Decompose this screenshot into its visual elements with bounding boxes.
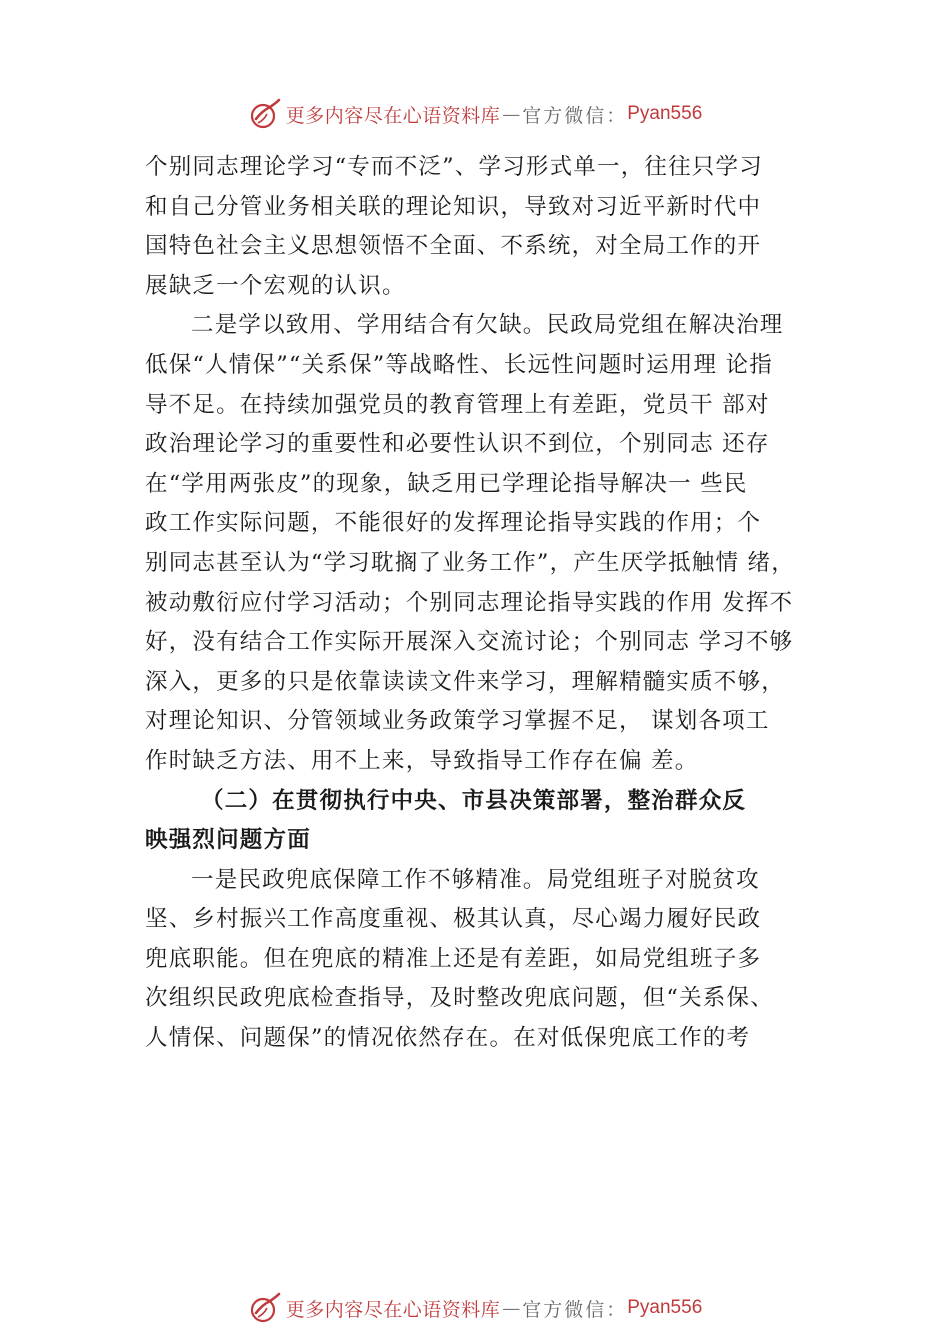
- paragraph-line: 兜底职能。但在兜底的精准上还是有差距，如局党组班子多: [145, 945, 762, 972]
- brush-logo-icon: [248, 1291, 282, 1325]
- paragraph-line: 国特色社会主义思想领悟不全面、不系统，对全局工作的开: [145, 233, 762, 260]
- paragraph-line: 好，没有结合工作实际开展深入交流讨论；个别同志 学习不够: [145, 629, 794, 656]
- paragraph-line: 人情保、问题保”的情况依然存在。在对低保兜底工作的考: [145, 1025, 751, 1052]
- section-heading-continued: 映强烈问题方面: [145, 827, 311, 854]
- paragraph-line: 别同志甚至认为“学习耽搁了业务工作”，产生厌学抵触情 绪，: [145, 549, 795, 576]
- paragraph-line: 坚、乡村振兴工作高度重视、极其认真，尽心竭力履好民政: [145, 906, 762, 933]
- brush-logo-icon: [248, 97, 282, 131]
- paragraph-line: 深入，更多的只是依靠读读文件来学习，理解精髓实质不够，: [145, 668, 785, 695]
- watermark-dash: —: [502, 1297, 521, 1319]
- watermark-wechat-label: 官方微信：: [522, 1298, 628, 1321]
- paragraph-line: 政工作实际问题，不能很好的发挥理论指导实践的作用；个: [145, 510, 762, 537]
- watermark-account-id: Pyan556: [627, 103, 703, 124]
- watermark-library-text: 更多内容尽在心语资料库: [285, 1298, 501, 1321]
- paragraph-line: 作时缺乏方法、用不上来，导致指导工作存在偏 差。: [145, 747, 699, 774]
- paragraph-line: 对理论知识、分管领域业务政策学习掌握不足， 谋划各项工: [145, 708, 770, 735]
- watermark-library-text: 更多内容尽在心语资料库: [285, 104, 501, 127]
- paragraph-line: 展缺乏一个宏观的认识。: [145, 272, 406, 299]
- paragraph-line: 和自己分管业务相关联的理论知识，导致对习近平新时代中: [145, 193, 762, 220]
- paragraph-line: 被动敷衍应付学习活动；个别同志理论指导实践的作用 发挥不: [145, 589, 794, 616]
- paragraph-line: 在“学用两张皮”的现象，缺乏用已学理论指导解决一 些民: [145, 470, 748, 497]
- section-heading: （二）在贯彻执行中央、市县决策部署，整治群众反: [201, 787, 747, 814]
- paragraph-line: 个别同志理论学习“专而不泛”、学习形式单一，往往只学习: [145, 154, 763, 180]
- footer-watermark: [0, 1288, 950, 1328]
- header-watermark: [0, 94, 950, 134]
- paragraph-line: 一是民政兜底保障工作不够精准。局党组班子对脱贫攻: [191, 866, 760, 893]
- paragraph-line: 次组织民政兜底检查指导，及时整改兜底问题，但“关系保、: [145, 985, 774, 1012]
- watermark-dash: —: [502, 103, 521, 125]
- watermark-wechat-label: 官方微信：: [522, 104, 628, 127]
- watermark-account-id: Pyan556: [627, 1297, 703, 1318]
- paragraph-line: 低保“人情保”“关系保”等战略性、长远性问题时运用理 论指: [145, 351, 773, 378]
- paragraph-line: 政治理论学习的重要性和必要性认识不到位，个别同志 还存: [145, 431, 770, 458]
- paragraph-line: 导不足。在持续加强党员的教育管理上有差距，党员干 部对: [145, 391, 770, 418]
- paragraph-line: 二是学以致用、学用结合有欠缺。民政局党组在解决治理: [191, 312, 784, 339]
- document-body: [145, 148, 835, 1059]
